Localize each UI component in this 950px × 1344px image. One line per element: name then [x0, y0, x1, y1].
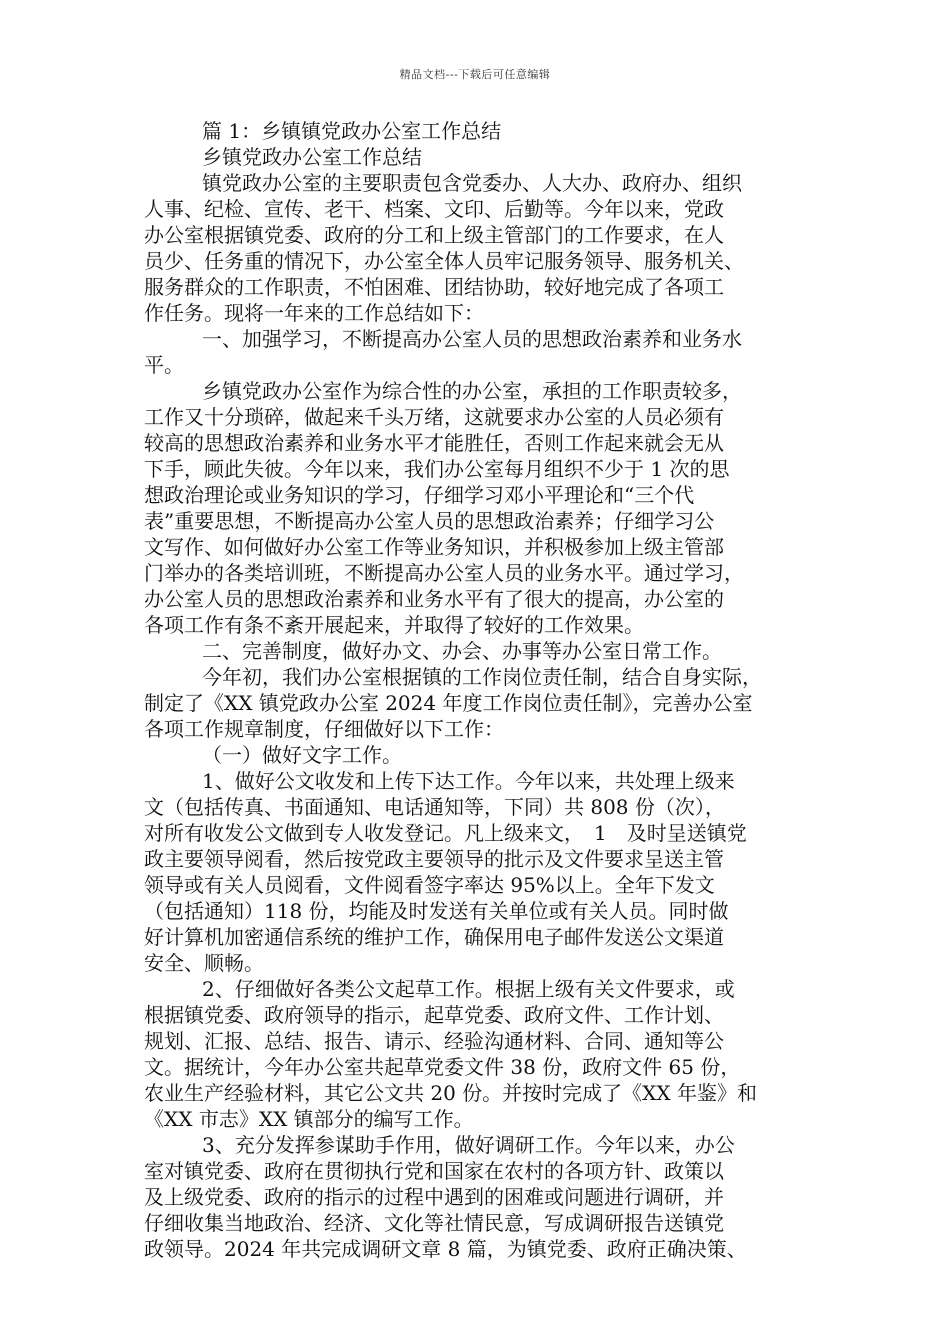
text-line: 想政治理论或业务知识的学习，仔细学习邓小平理论和“三个代: [144, 483, 695, 507]
text-line: 办公室人员的思想政治素养和业务水平有了很大的提高，办公室的: [144, 587, 724, 611]
text-line: 文（包括传真、书面通知、电话通知等，下同）共 808 份（次），: [144, 795, 725, 819]
text-line: 今年初，我们办公室根据镇的工作岗位责任制，结合自身实际，: [202, 665, 762, 689]
text-line: 政领导。2024 年共完成调研文章 8 篇，为镇党委、政府正确决策、: [144, 1237, 747, 1261]
text-line: 各项工作有条不紊开展起来，并取得了较好的工作效果。: [144, 613, 644, 637]
text-line: 对所有收发公文做到专人收发登记。凡上级来文， 1 及时呈送镇党: [144, 821, 747, 845]
text-line: 1、做好公文收发和上传下达工作。今年以来，共处理上级来: [202, 769, 735, 793]
text-line: 文。据统计，今年办公室共起草党委文件 38 份，政府文件 65 份，: [144, 1055, 741, 1079]
text-line: 文写作、如何做好办公室工作等业务知识，并积极参加上级主管部: [144, 535, 724, 559]
text-line: 仔细收集当地政治、经济、文化等社情民意，写成调研报告送镇党: [144, 1211, 724, 1235]
text-line: 好计算机加密通信系统的维护工作，确保用电子邮件发送公文渠道: [144, 925, 724, 949]
text-line: 下手，顾此失彼。今年以来，我们办公室每月组织不少于 1 次的思: [144, 457, 730, 481]
text-line: 及上级党委、政府的指示的过程中遇到的困难或问题进行调研，并: [144, 1185, 724, 1209]
text-line: （包括通知）118 份，均能及时发送有关单位或有关人员。同时做: [144, 899, 729, 923]
text-line: 较高的思想政治素养和业务水平才能胜任，否则工作起来就会无从: [144, 431, 724, 455]
text-line: 制定了《XX 镇党政办公室 2024 年度工作岗位责任制》，完善办公室: [144, 691, 753, 715]
subsection-heading: （一）做好文字工作。: [202, 743, 402, 767]
text-line: 工作又十分琐碎，做起来千头万绪，这就要求办公室的人员必须有: [144, 405, 724, 429]
text-line: 《XX 市志》XX 镇部分的编写工作。: [144, 1107, 474, 1131]
text-line: 员少、任务重的情况下，办公室全体人员牢记服务领导、服务机关、: [144, 249, 744, 273]
text-line: 人事、纪检、宣传、老干、档案、文印、后勤等。今年以来，党政: [144, 197, 724, 221]
text-line: 乡镇党政办公室作为综合性的办公室，承担的工作职责较多，: [202, 379, 742, 403]
text-line: 规划、汇报、总结、报告、请示、经验沟通材料、合同、通知等公: [144, 1029, 724, 1053]
text-line: 2、仔细做好各类公文起草工作。根据上级有关文件要求，或: [202, 977, 735, 1001]
text-line: 表”重要思想，不断提高办公室人员的思想政治素养；仔细学习公: [144, 509, 715, 533]
text-line: 农业生产经验材料，其它公文共 20 份。并按时完成了《XX 年鉴》和: [144, 1081, 757, 1105]
document-body: [144, 118, 816, 1262]
doc-title: 篇 1：乡镇镇党政办公室工作总结: [202, 119, 502, 143]
text-line: 办公室根据镇党委、政府的分工和上级主管部门的工作要求，在人: [144, 223, 724, 247]
text-line: 3、充分发挥参谋助手作用，做好调研工作。今年以来，办公: [202, 1133, 735, 1157]
text-line: 平。: [144, 353, 184, 377]
text-line: 镇党政办公室的主要职责包含党委办、人大办、政府办、组织: [202, 171, 742, 195]
text-line: 服务群众的工作职责，不怕困难、团结协助，较好地完成了各项工: [144, 275, 724, 299]
doc-subtitle: 乡镇党政办公室工作总结: [202, 145, 422, 169]
header-note: 精品文档---下载后可任意编辑: [399, 68, 551, 81]
section-heading: 二、完善制度，做好办文、办会、办事等办公室日常工作。: [202, 639, 722, 663]
text-line: 根据镇党委、政府领导的指示，起草党委、政府文件、工作计划、: [144, 1003, 724, 1027]
text-line: 室对镇党委、政府在贯彻执行党和国家在农村的各项方针、政策以: [144, 1159, 724, 1183]
text-line: 安全、顺畅。: [144, 951, 264, 975]
text-line: 领导或有关人员阅看，文件阅看签字率达 95%以上。全年下发文: [144, 873, 715, 897]
text-line: 政主要领导阅看，然后按党政主要领导的批示及文件要求呈送主管: [144, 847, 724, 871]
text-line: 作任务。现将一年来的工作总结如下：: [144, 301, 484, 325]
text-line: 门举办的各类培训班，不断提高办公室人员的业务水平。通过学习，: [144, 561, 744, 585]
section-heading: 一、加强学习，不断提高办公室人员的思想政治素养和业务水: [202, 327, 742, 351]
text-line: 各项工作规章制度，仔细做好以下工作：: [144, 717, 504, 741]
